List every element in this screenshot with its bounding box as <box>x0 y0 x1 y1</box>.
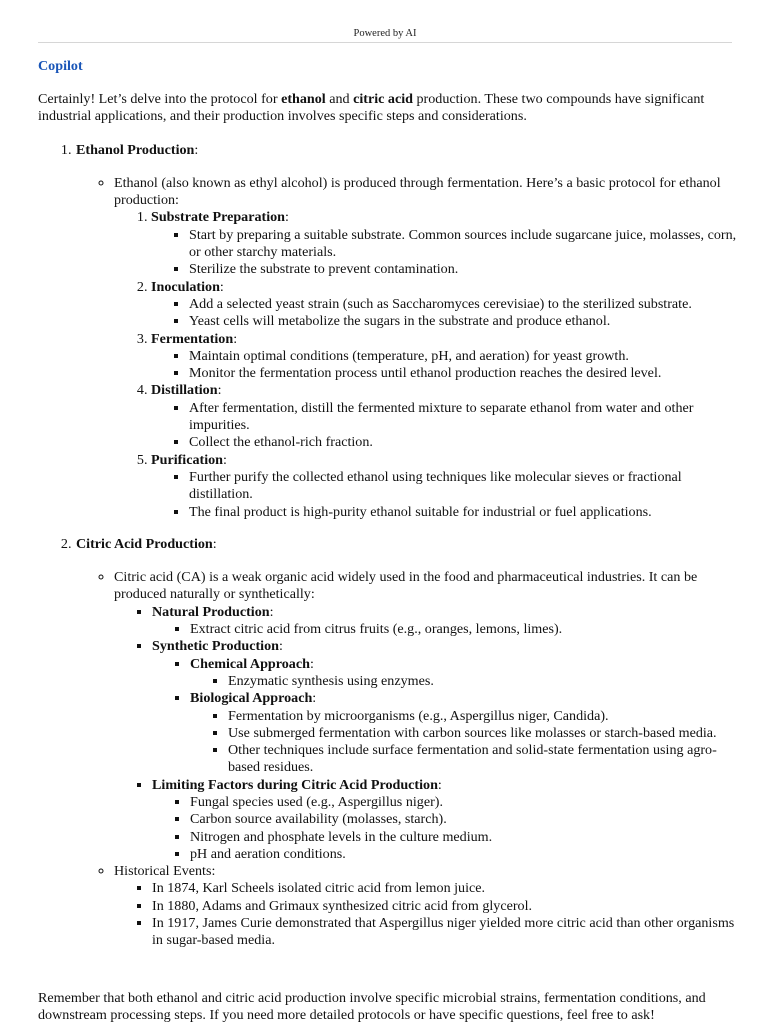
list-item: ▪ Add a selected yeast strain (such as Saccharomyces cerevisiae) to the sterilized substrate. <box>189 296 738 313</box>
synthetic-production: ▪ Synthetic Production: ▪ Chemical Approach: ▪ Enzymatic synthesis using enzymes. ▪ Biological Approach: ▪ Fermentation by microorganisms (e.g., Aspergillus niger, Candida). ▪ Use submerged fermentation with carbon sources like molasses or starch-based media. ▪ Other techniques include surface fermentation and solid-state fermentation using agro-based residues. <box>152 638 738 776</box>
history-title: Historical Events: <box>114 863 216 880</box>
section-citric-acid: 2. Citric Acid Production: ◦ Citric acid (CA) is a weak organic acid widely used in the food and pharmaceutical industries. It can be produced naturally or synthetically: ▪ Natural Production: ▪ Extract citric acid from citrus fruits (e.g., oranges, lemons, limes). ▪ Synthetic Production: ▪ Chemical Approach: ▪ Enzymatic synthesis using enzymes. ▪ Biological Approach: ▪ Fermentation by microorganisms (e.g., Aspergillus niger, Candida). ▪ Use submerged fermentation with carbon sources like molasses or starch-based media. ▪ Other techniques include surface fermentation and solid-state fermentation using agro-based residues. ▪ Limiting Factors during Citric Acid Production: ▪ Fungal species used (e.g., Aspergillus niger). ▪ Carbon source availability (molasses, starch). ▪ Nitrogen and phosphate levels in the culture medium. ▪ pH and aeration conditions. ◦ Historical Events: ▪ In 1874, Karl Scheels isolated citric acid from lemon juice. ▪ In 1880, Adams and Grimaux synthesized citric acid from glycerol. ▪ In 1917, James Curie demonstrated that Aspergillus niger yielded more citric acid than other organisms in sugar-based media. <box>75 536 738 950</box>
list-item: ▪ Monitor the fermentation process until ethanol production reaches the desired level. <box>189 365 738 382</box>
method-title: Limiting Factors during Citric Acid Production <box>152 776 438 793</box>
list-item <box>114 175 738 521</box>
approach-items <box>190 673 738 690</box>
step-title: Purification <box>151 451 224 468</box>
response-body <box>38 91 738 950</box>
section-title-ethanol: Ethanol Production <box>76 141 195 158</box>
step-title: Distillation <box>151 382 218 399</box>
step-distillation: 4. Distillation: ▪ After fermentation, distill the fermented mixture to separate ethanol from water and other impurities. ▪ Collect the ethanol-rich fraction. <box>151 382 738 451</box>
list-item: ▪ Other techniques include surface fermentation and solid-state fermentation using agro-based residues. <box>228 742 738 777</box>
synthetic-approaches <box>152 656 738 777</box>
intro-paragraph <box>38 91 738 126</box>
ethanol-description: Ethanol (also known as ethyl alcohol) is produced through fermentation. Here’s a basic protocol for ethanol production: <box>114 174 721 209</box>
main-sections-list <box>38 142 738 950</box>
citric-description: Citric acid (CA) is a weak organic acid widely used in the food and pharmaceutical industries. It can be produced naturally or synthetically: <box>114 569 698 603</box>
intro-bold-citric: citric acid <box>353 91 413 107</box>
biological-approach: ▪ Biological Approach: ▪ Fermentation by microorganisms (e.g., Aspergillus niger, Candida). ▪ Use submerged fermentation with carbon sources like molasses or starch-based media. ▪ Other techniques include surface fermentation and solid-state fermentation using agro-based residues. <box>190 690 738 776</box>
citric-methods <box>114 604 738 863</box>
list-item: ▪ Carbon source availability (molasses, starch). <box>190 811 738 828</box>
method-items <box>152 621 738 638</box>
step-purification: 5. Purification: ▪ Further purify the collected ethanol using techniques like molecular sieves or fractional distillation. ▪ The final product is high-purity ethanol suitable for industrial or fuel applications. <box>151 452 738 521</box>
list-item: ▪ Start by preparing a suitable substrate. Common sources include sugarcane juice, molasses, corn, or other starchy materials. <box>189 227 738 262</box>
historical-events <box>114 863 738 949</box>
list-item: ▪ The final product is high-purity ethanol suitable for industrial or fuel applications. <box>189 504 738 521</box>
list-item: ▪ After fermentation, distill the fermented mixture to separate ethanol from water and other impurities. <box>189 400 738 435</box>
approach-title: Chemical Approach <box>190 655 310 672</box>
closing-paragraph: Remember that both ethanol and citric acid production involve specific microbial strains, fermentation conditions, and downstream processing steps. If you need more detailed protocols or have specific questions, feel free to ask! <box>38 990 706 1024</box>
step-items <box>151 469 738 521</box>
step-items <box>151 296 738 331</box>
list-item: ▪ In 1874, Karl Scheels isolated citric acid from lemon juice. <box>152 880 738 897</box>
step-items <box>151 348 738 383</box>
ethanol-steps <box>114 209 738 520</box>
chemical-approach: ▪ Chemical Approach: ▪ Enzymatic synthesis using enzymes. <box>190 656 738 691</box>
intro-text: production. These two compounds have significant industrial applications, and their production involves specific steps and considerations. <box>38 91 705 125</box>
factor-items <box>152 794 738 863</box>
list-item: ▪ In 1917, James Curie demonstrated that Aspergillus niger yielded more citric acid than other organisms in sugar-based media. <box>152 915 738 950</box>
list-item: ▪ Maintain optimal conditions (temperature, pH, and aeration) for yeast growth. <box>189 348 738 365</box>
step-substrate: 1. Substrate Preparation: ▪ Start by preparing a suitable substrate. Common sources include sugarcane juice, molasses, corn, or other starchy materials. ▪ Sterilize the substrate to prevent contamination. <box>151 209 738 278</box>
ethanol-desc-list <box>76 175 738 521</box>
list-item: ▪ Fungal species used (e.g., Aspergillus niger). <box>190 794 738 811</box>
list-item: ▪ Fermentation by microorganisms (e.g., Aspergillus niger, Candida). <box>228 708 738 725</box>
section-title-citric: Citric Acid Production <box>76 535 213 552</box>
step-title: Substrate Preparation <box>151 209 286 226</box>
list-item: ▪ Nitrogen and phosphate levels in the culture medium. <box>190 829 738 846</box>
list-item: ▪ Further purify the collected ethanol using techniques like molecular sieves or fractional distillation. <box>189 469 738 504</box>
limiting-factors: ▪ Limiting Factors during Citric Acid Production: ▪ Fungal species used (e.g., Aspergillus niger). ▪ Carbon source availability (molasses, starch). ▪ Nitrogen and phosphate levels in the culture medium. ▪ pH and aeration conditions. <box>152 777 738 863</box>
intro-bold-ethanol: ethanol <box>281 91 326 107</box>
list-item <box>114 569 738 863</box>
citric-desc-list <box>76 569 738 950</box>
approach-items <box>190 708 738 777</box>
approach-title: Biological Approach <box>190 690 313 707</box>
powered-by-header: Powered by AI <box>38 27 732 43</box>
copilot-brand: Copilot <box>38 58 83 74</box>
list-item: ▪ Sterilize the substrate to prevent contamination. <box>189 261 738 278</box>
step-items <box>151 400 738 452</box>
history-items <box>114 880 738 949</box>
intro-text: and <box>325 91 354 107</box>
natural-production: ▪ Natural Production: ▪ Extract citric acid from citrus fruits (e.g., oranges, lemons, limes). <box>152 604 738 639</box>
step-inoculation: 2. Inoculation: ▪ Add a selected yeast strain (such as Saccharomyces cerevisiae) to the sterilized substrate. ▪ Yeast cells will metabolize the sugars in the substrate and produce ethanol. <box>151 279 738 331</box>
step-title: Fermentation <box>151 330 234 347</box>
list-item: ▪ Extract citric acid from citrus fruits (e.g., oranges, lemons, limes). <box>190 621 738 638</box>
method-title: Synthetic Production <box>152 638 279 655</box>
method-title: Natural Production <box>152 603 270 620</box>
intro-text: Certainly! Let’s delve into the protocol for <box>38 91 282 107</box>
step-fermentation: 3. Fermentation: ▪ Maintain optimal conditions (temperature, pH, and aeration) for yeast growth. ▪ Monitor the fermentation process until ethanol production reaches the desired level. <box>151 331 738 383</box>
step-items <box>151 227 738 279</box>
list-item: ▪ Yeast cells will metabolize the sugars in the substrate and produce ethanol. <box>189 313 738 330</box>
list-item: ▪ In 1880, Adams and Grimaux synthesized citric acid from glycerol. <box>152 898 738 915</box>
list-item: ▪ Enzymatic synthesis using enzymes. <box>228 673 738 690</box>
step-title: Inoculation <box>151 278 220 295</box>
section-ethanol: 1. Ethanol Production: ◦ Ethanol (also known as ethyl alcohol) is produced through fermentation. Here’s a basic protocol for ethanol production: 1. Substrate Preparation: ▪ Start by preparing a suitable substrate. Common sources include sugarcane juice, molasses, corn, or other starchy materials. ▪ Sterilize the substrate to prevent contamination. 2. Inoculation: ▪ Add a selected yeast strain (such as Saccharomyces cerevisiae) to the sterilized substrate. ▪ Yeast cells will metabolize the sugars in the substrate and produce ethanol. 3. Fermentation: ▪ Maintain optimal conditions (temperature, pH, and aeration) for yeast growth. ▪ Monitor the fermentation process until ethanol production reaches the desired level. 4. Distillation: ▪ After fermentation, distill the fermented mixture to separate ethanol from water and other impurities. ▪ Collect the ethanol-rich fraction. 5. Purification: ▪ Further purify the collected ethanol using techniques like molecular sieves or fractional distillation. ▪ The final product is high-purity ethanol suitable for industrial or fuel applications. <box>75 142 738 521</box>
list-item: ▪ Collect the ethanol-rich fraction. <box>189 434 738 451</box>
list-item: ▪ pH and aeration conditions. <box>190 846 738 863</box>
list-item: ▪ Use submerged fermentation with carbon sources like molasses or starch-based media. <box>228 725 738 742</box>
